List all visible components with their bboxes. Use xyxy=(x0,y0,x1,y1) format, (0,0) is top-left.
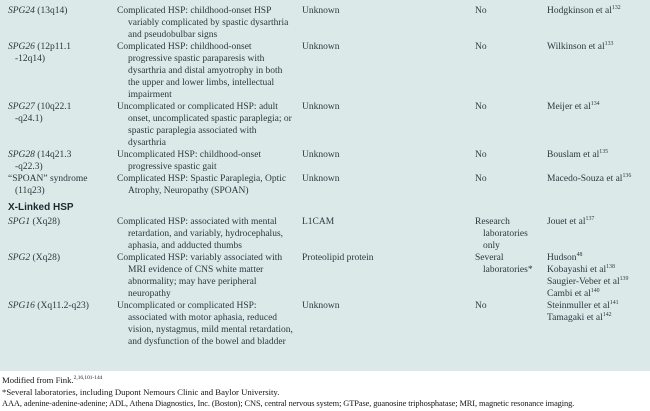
reference-text: Steinmuller et al xyxy=(547,301,610,311)
reference-citation-number: 140 xyxy=(590,287,600,294)
reference-text: Wilkinson et al xyxy=(547,42,605,52)
protein-cell xyxy=(302,101,475,149)
reference xyxy=(547,101,642,113)
reference xyxy=(547,288,642,300)
gene-symbol: SPG26 xyxy=(8,42,35,52)
refs-cell xyxy=(547,216,642,252)
gene-locus xyxy=(8,252,117,264)
protein-value: Unknown xyxy=(302,174,340,184)
table-footnotes xyxy=(0,371,650,410)
table-row xyxy=(8,173,642,197)
gene-locus xyxy=(8,300,117,312)
reference-text: Jouet et al xyxy=(547,217,586,227)
clinical-cell xyxy=(117,300,302,348)
testing-value: No xyxy=(475,102,487,112)
gene-locus-text: (14q21.3 xyxy=(34,150,72,160)
gene-locus-text: (Xq28) xyxy=(30,217,60,227)
footnote-source-citations: 2,16,101-144 xyxy=(73,375,103,382)
gene-locus-line2: -12q14) xyxy=(15,54,46,64)
reference-text: Tamagaki et al xyxy=(547,313,603,323)
gene-locus-text: (12p11.1 xyxy=(34,42,71,52)
reference-citation-number: 141 xyxy=(609,299,619,306)
reference-text: Meijer et al xyxy=(547,102,591,112)
testing-cell xyxy=(475,216,547,252)
gene-cell xyxy=(8,41,117,101)
clinical-cell xyxy=(117,41,302,101)
reference-citation-number: 142 xyxy=(602,311,612,318)
clinical-description: Uncomplicated or complicated HSP: associated with motor aphasia, reduced vision, nystagmus, mild mental retardation, and dysfunction of the bowel and bladder xyxy=(117,301,293,347)
gene-symbol: SPG27 xyxy=(8,102,35,112)
footnote-laboratories: *Several laboratories, including Dupont Nemours Clinic and Baylor University. xyxy=(2,387,280,397)
gene-symbol: SPG2 xyxy=(8,253,31,263)
reference-text: Hudson xyxy=(547,253,577,263)
table-row xyxy=(8,5,642,41)
refs-cell xyxy=(547,173,642,197)
table-row xyxy=(8,300,642,348)
clinical-description: Complicated HSP: variably associated with MRI evidence of CNS white matter abnormality; may have peripheral neuropathy xyxy=(117,253,283,299)
refs-cell xyxy=(547,101,642,149)
testing-value: No xyxy=(475,174,487,184)
gene-cell xyxy=(8,252,117,300)
reference xyxy=(547,149,642,161)
refs-cell xyxy=(547,41,642,101)
protein-value: Unknown xyxy=(302,102,340,112)
reference xyxy=(547,252,642,264)
hsp-genetic-loci-table xyxy=(8,5,642,348)
reference-citation-number: 48 xyxy=(576,251,583,258)
testing-value: Research laboratories only xyxy=(475,217,528,251)
footnote-source xyxy=(2,374,648,386)
clinical-description: Complicated HSP: childhood-onset HSP variably complicated by spastic dysarthria and pseudobulbar signs xyxy=(117,6,289,40)
gene-symbol: SPG24 xyxy=(8,6,35,16)
refs-cell xyxy=(547,252,642,300)
testing-value: No xyxy=(475,42,487,52)
reference-citation-number: 135 xyxy=(599,148,609,155)
clinical-cell xyxy=(117,5,302,41)
protein-value: Unknown xyxy=(302,150,340,160)
gene-symbol: SPG1 xyxy=(8,217,31,227)
protein-cell xyxy=(302,5,475,41)
refs-cell xyxy=(547,149,642,173)
testing-cell xyxy=(475,149,547,173)
footnote-source-text: Modified from Fink. xyxy=(2,375,74,385)
refs-cell xyxy=(547,300,642,348)
reference-citation-number: 139 xyxy=(619,275,629,282)
protein-value: Unknown xyxy=(302,6,340,16)
reference-citation-number: 133 xyxy=(604,40,614,47)
reference-text: Bouslam et al xyxy=(547,150,600,160)
testing-cell xyxy=(475,252,547,300)
reference xyxy=(547,5,642,17)
reference xyxy=(547,300,642,312)
testing-value: No xyxy=(475,301,487,311)
gene-locus-line2: -q22.3) xyxy=(15,162,43,172)
reference xyxy=(547,264,642,276)
gene-cell xyxy=(8,173,117,197)
reference xyxy=(547,312,642,324)
gene-cell xyxy=(8,149,117,173)
clinical-cell xyxy=(117,173,302,197)
reference-text: Kobayashi et al xyxy=(547,265,607,275)
protein-cell xyxy=(302,300,475,348)
clinical-description: Uncomplicated HSP: childhood-onset progressive spastic gait xyxy=(117,150,262,172)
testing-value: No xyxy=(475,6,487,16)
gene-cell xyxy=(8,300,117,348)
reference-citation-number: 132 xyxy=(611,4,621,11)
testing-cell xyxy=(475,300,547,348)
protein-value: Unknown xyxy=(302,42,340,52)
clinical-description: Complicated HSP: associated with mental retardation, and variably, hydrocephalus, aphasia, and adducted thumbs xyxy=(117,217,284,251)
footnote-abbreviations: AAA, adenine-adenine-adenine; ADL, Athena Diagnostics, Inc. (Boston); CNS, central nervous system; GTPase, guanosine triphosphatase; MRI, magnetic resonance imaging. xyxy=(2,399,575,408)
clinical-description: Complicated HSP: Spastic Paraplegia, Optic Atrophy, Neuropathy (SPOAN) xyxy=(117,174,287,196)
gene-locus xyxy=(8,41,117,53)
gene-locus xyxy=(8,173,117,185)
clinical-description: Complicated HSP: childhood-onset progressive spastic paraparesis with dysarthria and distal amyotrophy in both the upper and lower limbs, intellectual impairment xyxy=(117,42,283,100)
reference-text: Macedo-Souza et al xyxy=(547,174,623,184)
reference xyxy=(547,216,642,228)
reference-citation-number: 138 xyxy=(606,263,615,270)
gene-locus xyxy=(8,101,117,113)
reference xyxy=(547,276,642,288)
protein-cell xyxy=(302,252,475,300)
reference-text: Hodgkinson et al xyxy=(547,6,612,16)
protein-value: Proteolipid protein xyxy=(302,253,374,263)
gene-locus-text: (Xq28) xyxy=(30,253,60,263)
clinical-cell xyxy=(117,216,302,252)
gene-symbol: SPG16 xyxy=(8,301,35,311)
protein-value: Unknown xyxy=(302,301,340,311)
testing-cell xyxy=(475,41,547,101)
reference xyxy=(547,41,642,53)
gene-locus-line2: -q24.1) xyxy=(15,114,43,124)
gene-locus-text: (13q14) xyxy=(34,6,68,16)
reference-citation-number: 137 xyxy=(585,215,595,222)
clinical-cell xyxy=(117,101,302,149)
reference-citation-number: 134 xyxy=(590,100,600,107)
table-row xyxy=(8,41,642,101)
gene-cell xyxy=(8,5,117,41)
gene-locus xyxy=(8,216,117,228)
gene-locus-text: (10q22.1 xyxy=(34,102,72,112)
gene-locus-line2: (11q23) xyxy=(15,186,45,196)
reference-text: Saugier-Veber et al xyxy=(547,277,620,287)
table-row xyxy=(8,252,642,300)
protein-value: L1CAM xyxy=(302,217,335,227)
clinical-cell xyxy=(117,149,302,173)
testing-cell xyxy=(475,173,547,197)
reference xyxy=(547,173,642,185)
gene-locus xyxy=(8,5,117,17)
testing-cell xyxy=(475,101,547,149)
table-row xyxy=(8,216,642,252)
section-header-xlinked-hsp: X-Linked HSP xyxy=(8,202,74,213)
gene-locus-text: “SPOAN” syndrome xyxy=(8,174,88,184)
protein-cell xyxy=(302,41,475,101)
refs-cell xyxy=(547,5,642,41)
table-row xyxy=(8,101,642,149)
clinical-description: Uncomplicated or complicated HSP: adult onset, uncomplicated spastic paraplegia; or spastic paraplegia associated with dysarthria xyxy=(117,102,292,148)
gene-locus-text: (Xq11.2-q23) xyxy=(34,301,89,311)
gene-symbol: SPG28 xyxy=(8,150,35,160)
protein-cell xyxy=(302,173,475,197)
gene-cell xyxy=(8,216,117,252)
testing-cell xyxy=(475,5,547,41)
gene-cell xyxy=(8,101,117,149)
testing-value: Several laboratories* xyxy=(475,253,533,275)
reference-text: Cambi et al xyxy=(547,289,591,299)
table-row xyxy=(8,149,642,173)
protein-cell xyxy=(302,149,475,173)
protein-cell xyxy=(302,216,475,252)
clinical-cell xyxy=(117,252,302,300)
testing-value: No xyxy=(475,150,487,160)
gene-locus xyxy=(8,149,117,161)
reference-citation-number: 136 xyxy=(622,172,632,179)
section-header-row xyxy=(8,197,642,216)
